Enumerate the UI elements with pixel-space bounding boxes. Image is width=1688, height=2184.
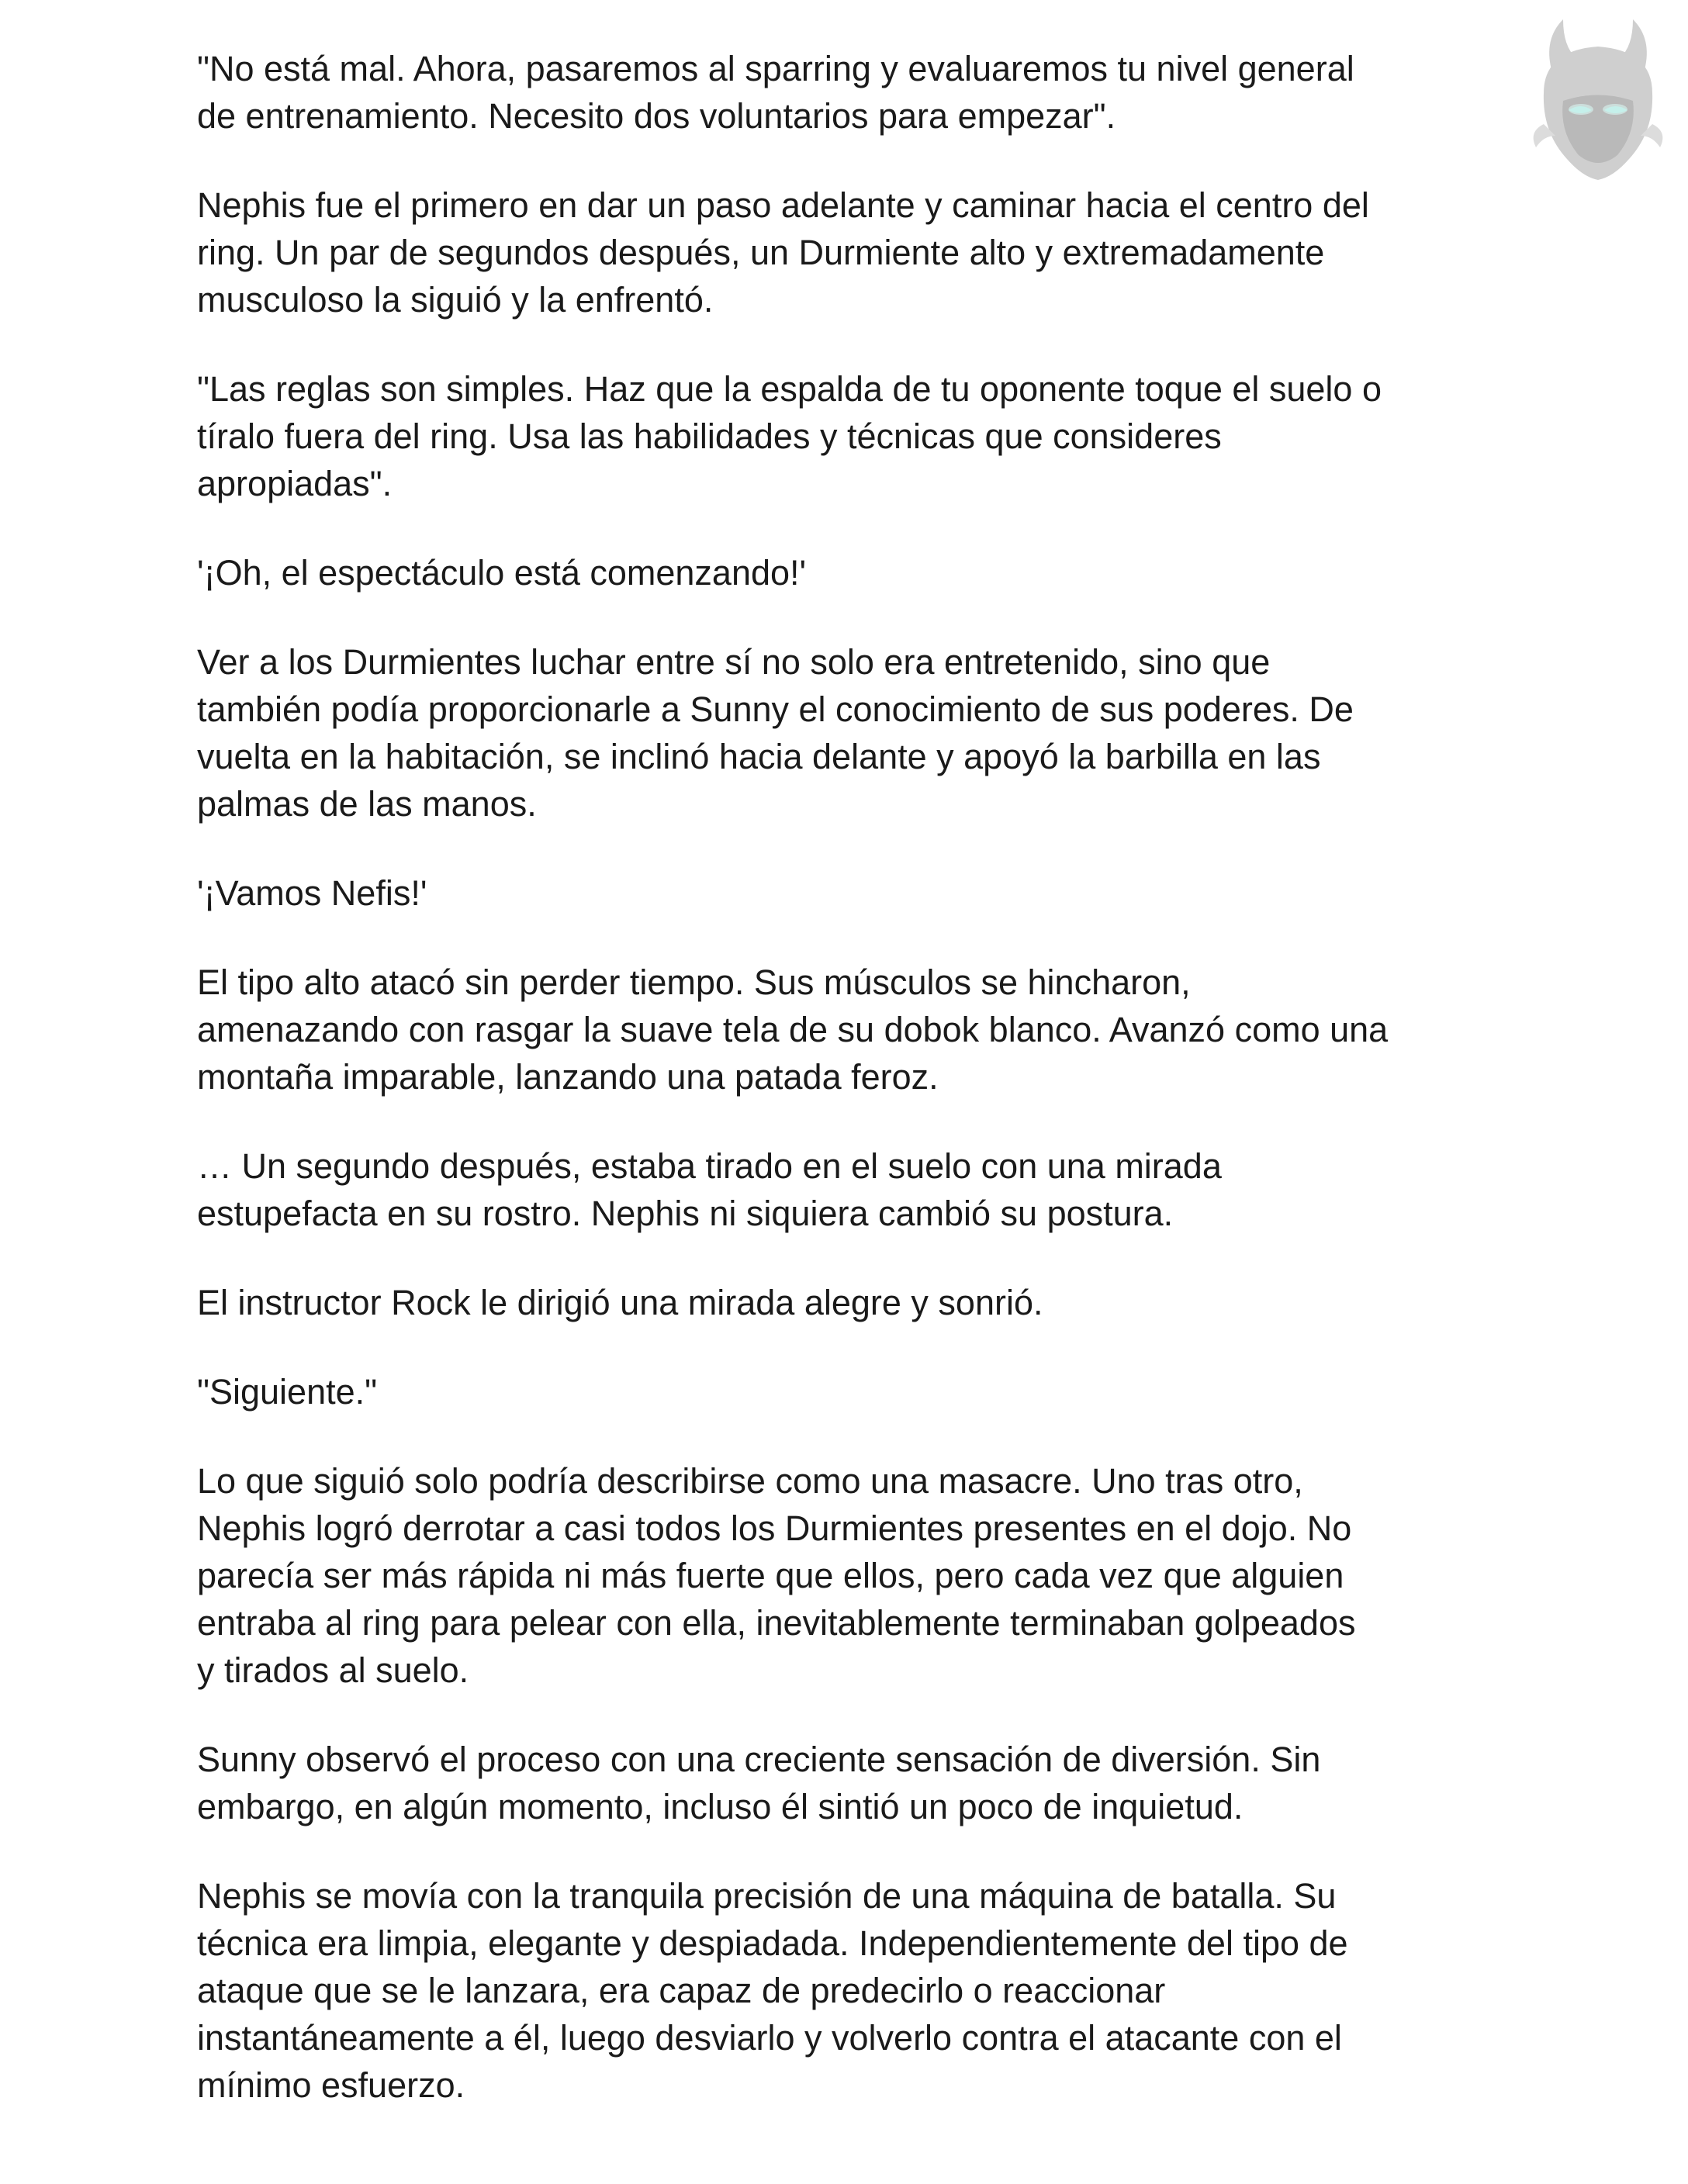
paragraph: El tipo alto atacó sin perder tiempo. Sus músculos se hincharon, amenazando con rasgar la suave tela de su dobok blanco. Avanzó como una montaña imparable, lanzando una patada feroz. [197, 962, 1389, 1097]
paragraph: '¡Oh, el espectáculo está comenzando!' [197, 553, 807, 593]
horned-mask-icon [1520, 16, 1676, 186]
paragraph: Nephis se movía con la tranquila precisión de una máquina de batalla. Su técnica era limpia, elegante y despiadada. Independientemente del tipo de ataque que se le lanzara, era capaz de predecirlo o reaccionar instantáneamente a él, luego desviarlo y volverlo contra el atacante con el mínimo esfuerzo. [197, 1876, 1348, 2105]
paragraph: '¡Vamos Nefis!' [197, 873, 427, 913]
paragraph: "Las reglas son simples. Haz que la espalda de tu oponente toque el suelo o tíralo fuera del ring. Usa las habilidades y técnicas que consideres apropiadas". [197, 369, 1382, 503]
paragraph: … Un segundo después, estaba tirado en el suelo con una mirada estupefacta en su rostro. Nephis ni siquiera cambió su postura. [197, 1146, 1222, 1233]
paragraph: El instructor Rock le dirigió una mirada alegre y sonrió. [197, 1283, 1043, 1322]
document-body [197, 45, 1516, 2151]
paragraph: Ver a los Durmientes luchar entre sí no solo era entretenido, sino que también podía proporcionarle a Sunny el conocimiento de sus poderes. De vuelta en la habitación, se inclinó hacia delante y apoyó la barbilla en las palmas de las manos. [197, 642, 1354, 824]
paragraph: Sunny observó el proceso con una creciente sensación de diversión. Sin embargo, en algún momento, incluso él sintió un poco de inquietud. [197, 1740, 1321, 1826]
paragraph: Nephis fue el primero en dar un paso adelante y caminar hacia el centro del ring. Un par de segundos después, un Durmiente alto y extremadamente musculoso la siguió y la enfrentó. [197, 185, 1369, 320]
paragraph: Lo que siguió solo podría describirse como una masacre. Uno tras otro, Nephis logró derrotar a casi todos los Durmientes presentes en el dojo. No parecía ser más rápida ni más fuerte que ellos, pero cada vez que alguien entraba al ring para pelear con ella, inevitablemente terminaban golpeados y tirados al suelo. [197, 1461, 1356, 1690]
paragraph: "Siguiente." [197, 1372, 378, 1412]
paragraph: "No está mal. Ahora, pasaremos al sparring y evaluaremos tu nivel general de entrenamiento. Necesito dos voluntarios para empezar". [197, 49, 1354, 136]
